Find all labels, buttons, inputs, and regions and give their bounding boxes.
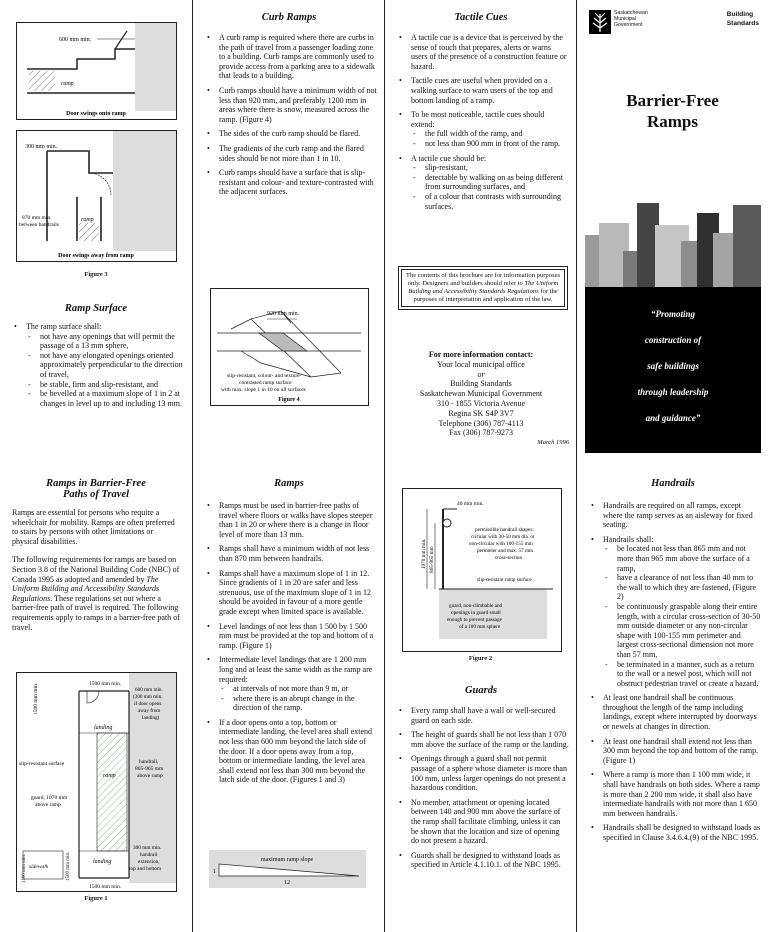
ramp-surface-section <box>8 303 184 413</box>
figure-1-caption: Figure 1 <box>84 895 108 902</box>
skyline-illustration <box>585 195 761 287</box>
list-item: • Ramps shall have a maximum slope of 1 in 12. Since gradients of 1 in 20 are safer and less strenuous, use of the maximum slope of 1 in 12 should be avoided in favour of a more gentle grade except when limited space is available. <box>219 569 377 617</box>
title-line-2: Ramps <box>646 112 698 131</box>
list-item: - be continuously graspable along their entire length, with a circular cross-section of 30-50 mm outside diameter or any non-circular shape with 100-155 mm perimeter and largest cross-sectional dimension not more than 57 mm, <box>617 602 761 660</box>
ramp-surface-list <box>8 322 184 408</box>
figure-caption: Door swings onto ramp <box>66 111 126 117</box>
figure-caption: Door swings away from ramp <box>58 253 134 259</box>
between-label: 870 mm min. between handrails <box>19 215 59 228</box>
column-2 <box>193 0 384 932</box>
list-item: - the full width of the ramp, and <box>425 129 569 139</box>
list-item: • At least one handrail shall be continuous throughout the length of the ramp including landings, except where interrupted by doorways or newels at changes in direction. <box>603 693 761 731</box>
ramp-label: ramp <box>103 773 116 779</box>
contact-line: Fax (306) 787-9273 <box>449 428 513 438</box>
tactile-section <box>393 12 569 216</box>
list-item: • If a door opens onto a top, bottom or intermediate landing, the level area shall extend not less than 600 mm beyond the latch side of the door. If a door opens away from a top, bottom or intermediate landing, the level area shall extend not less than 300 mm beyond the latch side of the door. (Figures 1 and 3) <box>219 718 377 785</box>
fig2-guard: guard, non-climbable and openings in guard small enough to prevent passage of a 100 mm sphere <box>447 603 503 630</box>
figure-3b <box>16 130 177 262</box>
list-item: • Every ramp shall have a wall or well-secured guard on each side. <box>411 706 569 725</box>
handrail-label: handrail, 865-965 mm above ramp <box>135 759 164 779</box>
sub-list <box>603 544 761 688</box>
sidewalk-label: sidewalk <box>29 864 49 870</box>
fig4-dim: 920 mm min. <box>267 311 300 317</box>
figure-3-caption: Figure 3 <box>84 271 108 278</box>
landing-label: landing <box>94 725 113 731</box>
curb-ramps-list <box>201 33 377 197</box>
sub-list <box>411 163 569 211</box>
list-item: The ramp surface shall: <box>26 322 102 331</box>
handrails-section <box>585 478 761 848</box>
list-item: - be bevelled at a maximum slope of 1 in 2 at changes in level up to and including 13 mm. <box>40 389 184 408</box>
left-dim: 1500 mm min. <box>33 682 39 715</box>
logo-text: Saskatchewan Municipal Government <box>614 10 648 28</box>
list-item: • Intermediate level landings that are 1 200 mm long and at least the same width as the ramp are required: - at intervals of not more than 9 m, or - where there is an abrupt change in the direction of the ramp. <box>219 655 377 713</box>
column-3 <box>385 0 576 932</box>
column-4 <box>577 0 768 932</box>
paths-section <box>12 478 180 632</box>
sub-list <box>219 684 377 713</box>
contact-section <box>393 350 569 448</box>
motto-line: “Promoting <box>650 309 695 319</box>
figure-caption: Figure 4 <box>278 397 300 403</box>
dim-1100: 1100 mm min. <box>22 853 27 883</box>
guards-section <box>393 685 569 875</box>
motto-line: through leadership <box>637 387 709 397</box>
dim-label: 300 mm min. <box>25 144 58 150</box>
cover-header <box>589 10 759 40</box>
column-1 <box>0 0 192 932</box>
dim-label: 600 mm min. <box>59 37 92 43</box>
figure-3a <box>16 22 177 120</box>
list-item: - at intervals of not more than 9 m, or <box>233 684 377 694</box>
dept-label: Building Standards <box>726 11 759 27</box>
contact-line: Your local municipal office <box>437 359 525 369</box>
motto-panel <box>585 287 761 453</box>
ramp-surface-title: Ramp Surface <box>64 303 128 314</box>
list-item: • Ramps must be used in barrier-free paths of travel where floors or walks have slopes steeper than 1 in 20 or where there is a change in floor level of more than 13 mm. <box>219 501 377 539</box>
figure-2 <box>402 488 562 652</box>
list-item: • A tactile cue is a device that is perceived by the sense of touch that prepares, alerts or warns users of the presence of a construction feature or hazard. <box>411 33 569 71</box>
figure-1 <box>16 672 177 892</box>
slip-label: slip-resistant surface <box>19 761 65 767</box>
title-line-1: Barrier-Free <box>626 91 719 110</box>
curb-ramps-section <box>201 12 377 202</box>
list-item: • To be most noticeable, tactile cues should extend: - the full width of the ramp, and - not less than 900 mm in front of the ramp. <box>411 110 569 148</box>
guards-title: Guards <box>464 685 498 696</box>
door-note: 600 mm min. (300 mm min. if door opens away from landing) <box>133 687 163 721</box>
fig2-h1: 1070 mm min. <box>421 538 427 569</box>
list-item: • Tactile cues are useful when provided on a walking surface to warn users of the top and bottom landing of a ramp. <box>411 76 569 105</box>
list-item: • Ramps shall have a minimum width of not less than 870 mm between handrails. <box>219 544 377 563</box>
list-item: - be stable, firm and slip-resistant, and <box>40 380 184 390</box>
list-item: - have a clearance of not less than 40 mm to the wall to which they are fastened, (Figure 2) <box>617 573 761 602</box>
contact-line: 310 - 1855 Victoria Avenue <box>436 398 526 408</box>
list-item: - be terminated in a manner, such as a return to the wall or a newel post, which will not obstruct pedestrian travel or create a hazard. <box>617 660 761 689</box>
list-item: • Handrails shall: - be located not less than 865 mm and not more than 965 mm above the surface of a ramp, - have a clearance of not less than 40 mm to the wall to which they are fastened, (Figure 2) - be continuously graspable along their entire length, with a circular cross-section of 30-50 mm outside diameter or any non-circular shape with 100-155 mm perimeter and largest cross-sectional dimension not more than 57 mm, - be terminated in a manner, such as a return to the wall or a newel post, which will not obstruct pedestrian travel or create a hazard. <box>603 535 761 689</box>
figure-4 <box>210 288 369 406</box>
list-item: • The gradients of the curb ramp and the flared sides should be not more than 1 in 10. <box>219 144 377 163</box>
list-item: • No member, attachment or opening located between 140 and 900 mm above the surface of the ramp shall facilitate climbing, unless it can be shown that the location and size of opening do not present a hazard. <box>411 798 569 846</box>
list-item: • Where a ramp is more than 1 100 mm wide, it shall have handrails on both sides. Where a ramp is more than 2 200 mm wide, it shall also have intermediate handrails with not more than 1 650 mm between handrails. <box>603 770 761 818</box>
list-item: • At least one handrail shall extend not less than 300 mm beyond the top and bottom of the ramp. (Figure 1) <box>603 737 761 766</box>
list-item: - detectable by walking on as being different from surrounding surfaces, and <box>425 173 569 192</box>
list-item: - not have any elongated openings oriented approximately perpendicular to the direction of travel, <box>40 351 184 380</box>
list-item: • Curb ramps should have a minimum width of not less than 920 mm, and preferably 1200 mm in areas where there is snow, measured across the ramp. (Figure 4) <box>219 86 377 124</box>
contact-line: or <box>477 369 485 379</box>
guard-label: guard, 1070 mm above ramp <box>31 795 68 808</box>
handrails-list <box>585 501 761 843</box>
figure-2-caption: Figure 2 <box>468 655 493 662</box>
date: March 1996 <box>537 439 569 447</box>
handrails-title: Handrails <box>651 478 695 489</box>
bottom-note: 300 mm min. handrail extension, top and bottom <box>129 845 162 872</box>
motto-line: and guidance” <box>645 413 701 423</box>
contact-line: Regina SK S4P 3V7 <box>448 408 514 418</box>
list-item: • A curb ramp is required where there are curbs in the path of travel from a passenger loading zone to a building. Curb ramps are commonly used to provide access from a parking area to a sidewalk that leads to a building. <box>219 33 377 81</box>
paths-para-2: The following requirements for ramps are based on Section 3.8 of the National Building Code (NBC) of Canada 1995 as adopted and amended by The Uniform Building and Accessibility Standards Regulations. These regulations set out where a barrier-free path of travel is required. The following requirements apply to ramps in a barrier-free path of travel. <box>12 555 180 632</box>
contact-title: For more information contact: <box>428 350 534 359</box>
fig2-surface: slip-resistant ramp surface <box>477 577 532 583</box>
tactile-title: Tactile Cues <box>454 12 508 23</box>
list-item: • The height of guards shall be not less than 1 070 mm above the surface of the ramp or the landing. <box>411 730 569 749</box>
contact-line: Building Standards <box>450 379 512 389</box>
contact-line: Saskatchewan Municipal Government <box>419 389 543 399</box>
run-label: 12 <box>284 880 290 886</box>
wheat-logo-icon <box>589 10 611 34</box>
ramps-title: Ramps <box>274 478 304 489</box>
fig2-top: 40 mm min. <box>457 501 484 507</box>
list-item: - where there is an abrupt change in the direction of the ramp. <box>233 694 377 713</box>
slope-diagram <box>209 850 366 888</box>
rise-label: 1 <box>213 869 216 875</box>
list-item: - slip-resistant, <box>425 163 569 173</box>
paths-para-1: Ramps are essential for persons who require a wheelchair for mobility. Ramps are often preferred to stairs by persons with other limitations or physical disabilities. <box>12 508 175 546</box>
list-item: • Level landings of not less than 1 500 by 1 500 mm must be provided at the top and bottom of a ramp. (Figure 1) <box>219 622 377 651</box>
tactile-list <box>393 33 569 211</box>
list-item: • The sides of the curb ramp should be flared. <box>219 129 377 139</box>
slope-label: maximum ramp slope <box>260 857 314 863</box>
guards-list <box>393 706 569 870</box>
paths-title-2: Paths of Travel <box>62 489 130 500</box>
sub-list <box>411 129 569 148</box>
ramp-label: ramp <box>61 81 74 87</box>
ramps-section <box>201 478 377 790</box>
list-item: • Handrails shall be designed to withstand loads as specified in Clause 3.4.6.4.(9) of the NBC 1995. <box>603 823 761 842</box>
landing-2-label: landing <box>93 859 112 865</box>
list-item: • Guards shall be designed to withstand loads as specified in Article 4.1.10.1. of the NBC 1995. <box>411 851 569 870</box>
fig2-h2: 865-965 mm <box>429 546 435 573</box>
cover-title <box>577 90 768 132</box>
list-item: - not have any openings that will permit the passage of a 13 mm sphere, <box>40 332 184 351</box>
list-item: • Curb ramps should have a surface that is slip-resistant and colour- and texture-contrasted with the adjacent surfaces. <box>219 168 377 197</box>
list-item: • A tactile cue should be: - slip-resistant, - detectable by walking on as being different from surrounding surfaces, and - of a colour that contrasts with surrounding surfaces. <box>411 154 569 212</box>
contact-line: Telephone (306) 787-4113 <box>438 418 524 428</box>
motto-line: construction of <box>644 335 702 345</box>
list-item: - be located not less than 865 mm and not more than 965 mm above the surface of a ramp, <box>617 544 761 573</box>
fig2-shapes: permissible handrail shapes: circular with 30-50 mm dia. or non-circular with 100-155 mm perimeter and max. 57 mm cross-section <box>469 527 535 561</box>
list-item: - not less than 900 mm in front of the ramp. <box>425 139 569 149</box>
ramps-list <box>201 501 377 785</box>
dim-1500-b: 1500 mm min. <box>66 851 71 881</box>
dim-top: 1500 mm min. <box>89 681 122 687</box>
fig4-note: slip-resistant, colour- and texture-contrasted ramp surface with max. slope 1 in 10 on all surfaces <box>221 373 306 393</box>
disclaimer-box <box>398 266 568 310</box>
disclaimer-text: The contents of this brochure are for information purposes only. Designers and builders should refer to The Uniform Building and Accessibility Standards Regulations for the purposes of interpretation and application of the law. <box>401 269 565 307</box>
sub-list <box>26 332 184 409</box>
list-item: • Openings through a guard shall not permit passage of a sphere whose diameter is more than 100 mm, unless larger openings do not present a hazardous condition. <box>411 754 569 792</box>
dim-bottom: 1500 mm min. <box>89 884 122 890</box>
list-item: - of a colour that contrasts with surrounding surfaces. <box>425 192 569 211</box>
ramp-label: ramp <box>81 217 94 223</box>
curb-ramps-title: Curb Ramps <box>261 12 317 23</box>
motto-line: safe buildings <box>647 361 699 371</box>
list-item: • Handrails are required on all ramps, except where the ramp serves as an aisleway for fixed seating. <box>603 501 761 530</box>
paths-title-1: Ramps in Barrier-Free <box>46 478 146 489</box>
